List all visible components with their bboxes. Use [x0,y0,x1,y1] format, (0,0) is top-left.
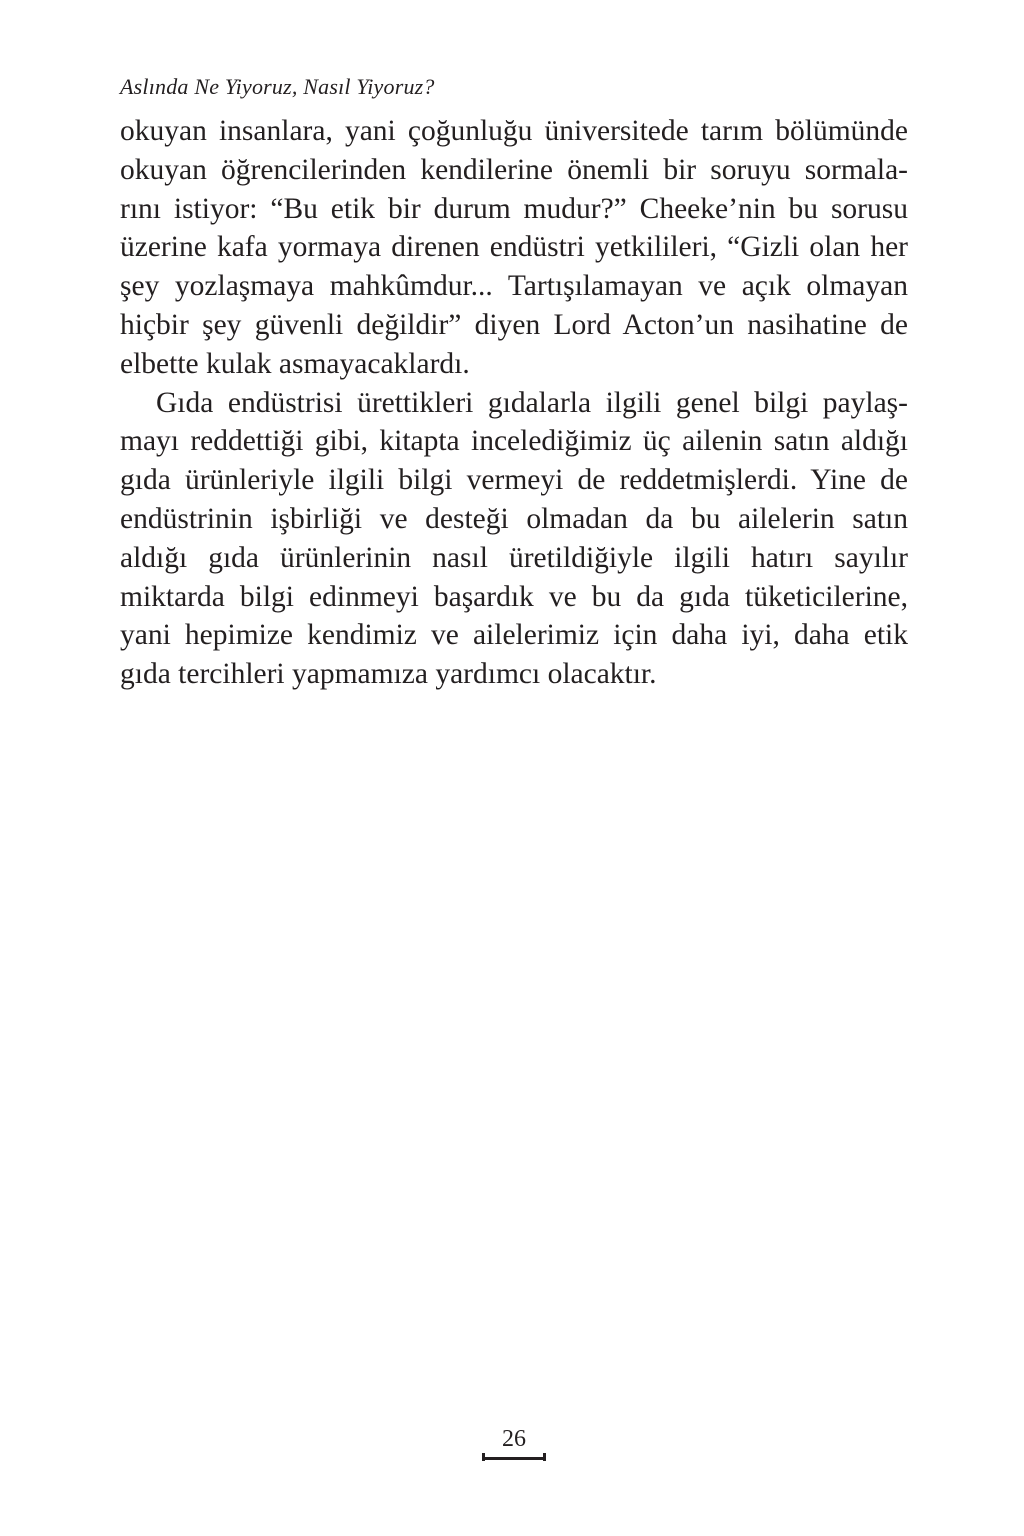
text-line: gıda ürünleriyle ilgili bilgi vermeyi de reddetmişlerdi. Yine de [120,464,908,497]
text-line: hiçbir şey güvenli değildir” diyen Lord Acton’un nasihatine de [120,308,908,341]
text-line: mayı reddettiği gibi, kitapta incelediğimiz üç ailenin satın aldığı [120,425,908,458]
text-line: endüstrinin işbirliği ve desteği olmadan da bu ailelerin satın [120,502,908,535]
running-header: Aslında Ne Yiyoruz, Nasıl Yiyoruz? [120,74,435,99]
paragraph-1 [120,112,908,384]
body-text [120,112,908,694]
page-number-folio [482,1426,546,1462]
text-line: Gıda endüstrisi ürettikleri gıdalarla ilgili genel bilgi paylaş- [156,386,908,419]
text-line: elbette kulak asmayacaklardı. [120,347,470,380]
folio-tick-left [482,1453,485,1461]
text-line: gıda tercihleri yapmamıza yardımcı olacaktır. [120,658,657,691]
folio-tick-right [543,1453,546,1461]
text-line: yani hepimize kendimiz ve ailelerimiz için daha iyi, daha etik [120,619,908,652]
text-line: miktarda bilgi edinmeyi başardık ve bu da gıda tüketicilerine, [120,580,908,613]
paragraph-2 [120,384,908,694]
page-number: 26 [502,1426,526,1452]
text-line: okuyan öğrencilerinden kendilerine önemli bir soruyu sormala- [120,153,908,186]
text-line: şey yozlaşmaya mahkûmdur... Tartışılamayan ve açık olmayan [120,270,908,303]
text-line: üzerine kafa yormaya direnen endüstri yetkilileri, “Gizli olan her [120,231,908,264]
text-line: aldığı gıda ürünlerinin nasıl üretildiğiyle ilgili hatırı sayılır [120,541,908,574]
folio-rule [482,1457,546,1460]
text-line: rını istiyor: “Bu etik bir durum mudur?” Cheeke’nin bu sorusu [120,192,908,225]
text-line: okuyan insanlara, yani çoğunluğu üniversitede tarım bölümünde [120,115,908,147]
